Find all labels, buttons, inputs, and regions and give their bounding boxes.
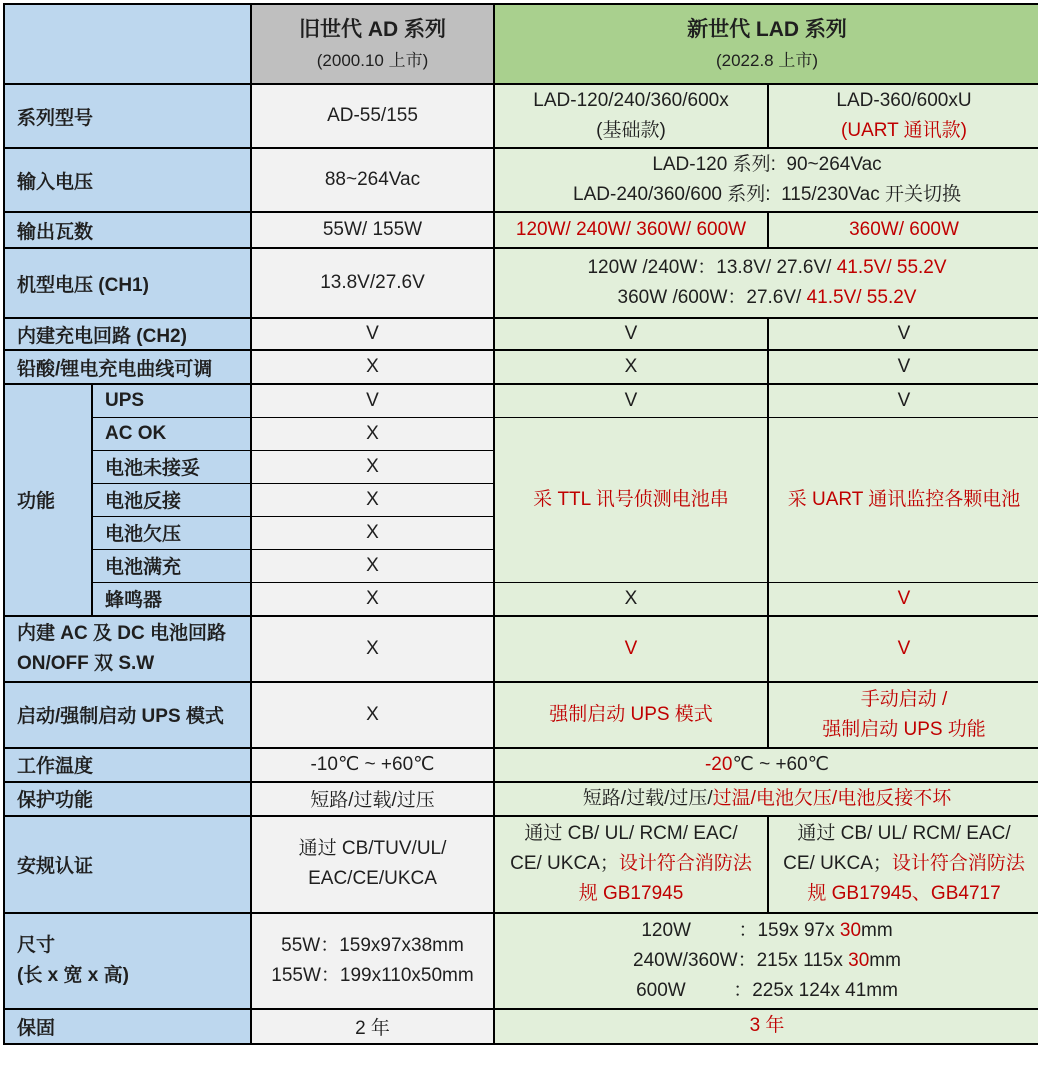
cell-charge-curve-uart: V	[768, 350, 1038, 384]
cell-input-voltage-lad: LAD-120 系列: 90~264Vac LAD-240/360/600 系列: 115/230Vac 开关切换	[494, 148, 1038, 212]
row-model-voltage	[4, 248, 1038, 318]
row-series-model	[4, 84, 1038, 148]
row-input-voltage	[4, 148, 1038, 212]
cell-ups-mode-basic: 强制启动 UPS 模式	[494, 682, 768, 748]
row-label-charge-circuit: 内建充电回路 (CH2)	[4, 318, 251, 350]
corner-cell	[4, 4, 251, 84]
feature-label-ac-ok: AC OK	[92, 417, 251, 450]
cell-buzzer-old: X	[251, 582, 494, 616]
old-series-launch-date: (2000.10 上市)	[316, 51, 429, 70]
cell-ups-old: V	[251, 384, 494, 417]
cell-acdc-switch-old: X	[251, 616, 494, 682]
header-old-series	[251, 4, 494, 84]
cell-features-uart-merged: 采 UART 通讯监控各颗电池	[768, 417, 1038, 582]
cell-battery-reverse-old: X	[251, 483, 494, 516]
row-warranty	[4, 1009, 1038, 1044]
cell-protection-old: 短路/过载/过压	[251, 782, 494, 816]
cell-charge-circuit-old: V	[251, 318, 494, 350]
row-label-charge-curve: 铅酸/锂电充电曲线可调	[4, 350, 251, 384]
cell-ac-ok-old: X	[251, 417, 494, 450]
feature-label-battery-not-connected: 电池未接妥	[92, 450, 251, 483]
cell-battery-not-connected-old: X	[251, 450, 494, 483]
row-feature-ac-ok	[4, 417, 1038, 450]
feature-group-label: 功能	[4, 384, 92, 616]
row-dimensions	[4, 913, 1038, 1009]
row-protection	[4, 782, 1038, 816]
feature-label-buzzer: 蜂鸣器	[92, 582, 251, 616]
cell-ups-uart: V	[768, 384, 1038, 417]
feature-label-battery-low-voltage: 电池欠压	[92, 516, 251, 549]
comparison-table	[3, 3, 1038, 1045]
row-certification	[4, 816, 1038, 913]
cell-ups-basic: V	[494, 384, 768, 417]
feature-label-battery-full: 电池满充	[92, 549, 251, 582]
row-acdc-switch	[4, 616, 1038, 682]
row-output-wattage	[4, 212, 1038, 248]
cell-input-voltage-old: 88~264Vac	[251, 148, 494, 212]
row-operating-temp	[4, 748, 1038, 782]
cell-charge-circuit-basic: V	[494, 318, 768, 350]
row-charge-circuit	[4, 318, 1038, 350]
row-label-protection: 保护功能	[4, 782, 251, 816]
cell-model-voltage-old: 13.8V/27.6V	[251, 248, 494, 318]
cell-protection-lad: 短路/过载/过压/过温/电池欠压/电池反接不坏	[494, 782, 1038, 816]
cell-certification-basic: 通过 CB/ UL/ RCM/ EAC/ CE/ UKCA；设计符合消防法 规 GB17945	[494, 816, 768, 913]
cell-features-basic-merged: 采 TTL 讯号侦测电池串	[494, 417, 768, 582]
cell-buzzer-uart: V	[768, 582, 1038, 616]
row-label-series-model: 系列型号	[4, 84, 251, 148]
cell-operating-temp-old: -10℃ ~ +60℃	[251, 748, 494, 782]
cell-operating-temp-lad: -20℃ ~ +60℃	[494, 748, 1038, 782]
row-feature-ups	[4, 384, 1038, 417]
cell-series-model-uart: LAD-360/600xU (UART 通讯款)	[768, 84, 1038, 148]
cell-series-model-old: AD-55/155	[251, 84, 494, 148]
cell-charge-circuit-uart: V	[768, 318, 1038, 350]
cell-certification-uart: 通过 CB/ UL/ RCM/ EAC/ CE/ UKCA；设计符合消防法 规 GB17945、GB4717	[768, 816, 1038, 913]
cell-dimensions-old: 55W：159x97x38mm 155W：199x110x50mm	[251, 913, 494, 1009]
cell-acdc-switch-uart: V	[768, 616, 1038, 682]
row-label-acdc-switch: 内建 AC 及 DC 电池回路 ON/OFF 双 S.W	[4, 616, 251, 682]
cell-warranty-old: 2 年	[251, 1009, 494, 1044]
row-charge-curve	[4, 350, 1038, 384]
cell-acdc-switch-basic: V	[494, 616, 768, 682]
row-label-ups-mode: 启动/强制启动 UPS 模式	[4, 682, 251, 748]
new-series-title: 新世代 LAD 系列	[687, 18, 847, 41]
row-label-warranty: 保固	[4, 1009, 251, 1044]
cell-series-model-basic: LAD-120/240/360/600x (基础款)	[494, 84, 768, 148]
cell-charge-curve-basic: X	[494, 350, 768, 384]
row-label-dimensions: 尺寸 (长 x 宽 x 高)	[4, 913, 251, 1009]
cell-output-wattage-basic: 120W/ 240W/ 360W/ 600W	[494, 212, 768, 248]
row-feature-buzzer	[4, 582, 1038, 616]
old-series-title: 旧世代 AD 系列	[299, 18, 446, 41]
cell-model-voltage-lad: 120W /240W：13.8V/ 27.6V/ 41.5V/ 55.2V 360W /600W：27.6V/ 41.5V/ 55.2V	[494, 248, 1038, 318]
cell-warranty-lad: 3 年	[494, 1009, 1038, 1044]
new-series-launch-date: (2022.8 上市)	[715, 51, 819, 70]
row-label-input-voltage: 输入电压	[4, 148, 251, 212]
feature-label-ups: UPS	[92, 384, 251, 417]
cell-output-wattage-uart: 360W/ 600W	[768, 212, 1038, 248]
row-label-certification: 安规认证	[4, 816, 251, 913]
cell-dimensions-lad: 120W ：159x 97x 30mm 240W/360W：215x 115x 30mm 600W ：225x 124x 41mm	[494, 913, 1038, 1009]
header-new-series	[494, 4, 1038, 84]
cell-battery-low-voltage-old: X	[251, 516, 494, 549]
row-ups-mode	[4, 682, 1038, 748]
cell-charge-curve-old: X	[251, 350, 494, 384]
cell-certification-old: 通过 CB/TUV/UL/ EAC/CE/UKCA	[251, 816, 494, 913]
cell-ups-mode-uart: 手动启动 / 强制启动 UPS 功能	[768, 682, 1038, 748]
cell-ups-mode-old: X	[251, 682, 494, 748]
cell-buzzer-basic: X	[494, 582, 768, 616]
cell-output-wattage-old: 55W/ 155W	[251, 212, 494, 248]
row-label-output-wattage: 输出瓦数	[4, 212, 251, 248]
row-label-model-voltage: 机型电压 (CH1)	[4, 248, 251, 318]
feature-label-battery-reverse: 电池反接	[92, 483, 251, 516]
row-label-operating-temp: 工作温度	[4, 748, 251, 782]
row-header	[4, 4, 1038, 84]
cell-battery-full-old: X	[251, 549, 494, 582]
